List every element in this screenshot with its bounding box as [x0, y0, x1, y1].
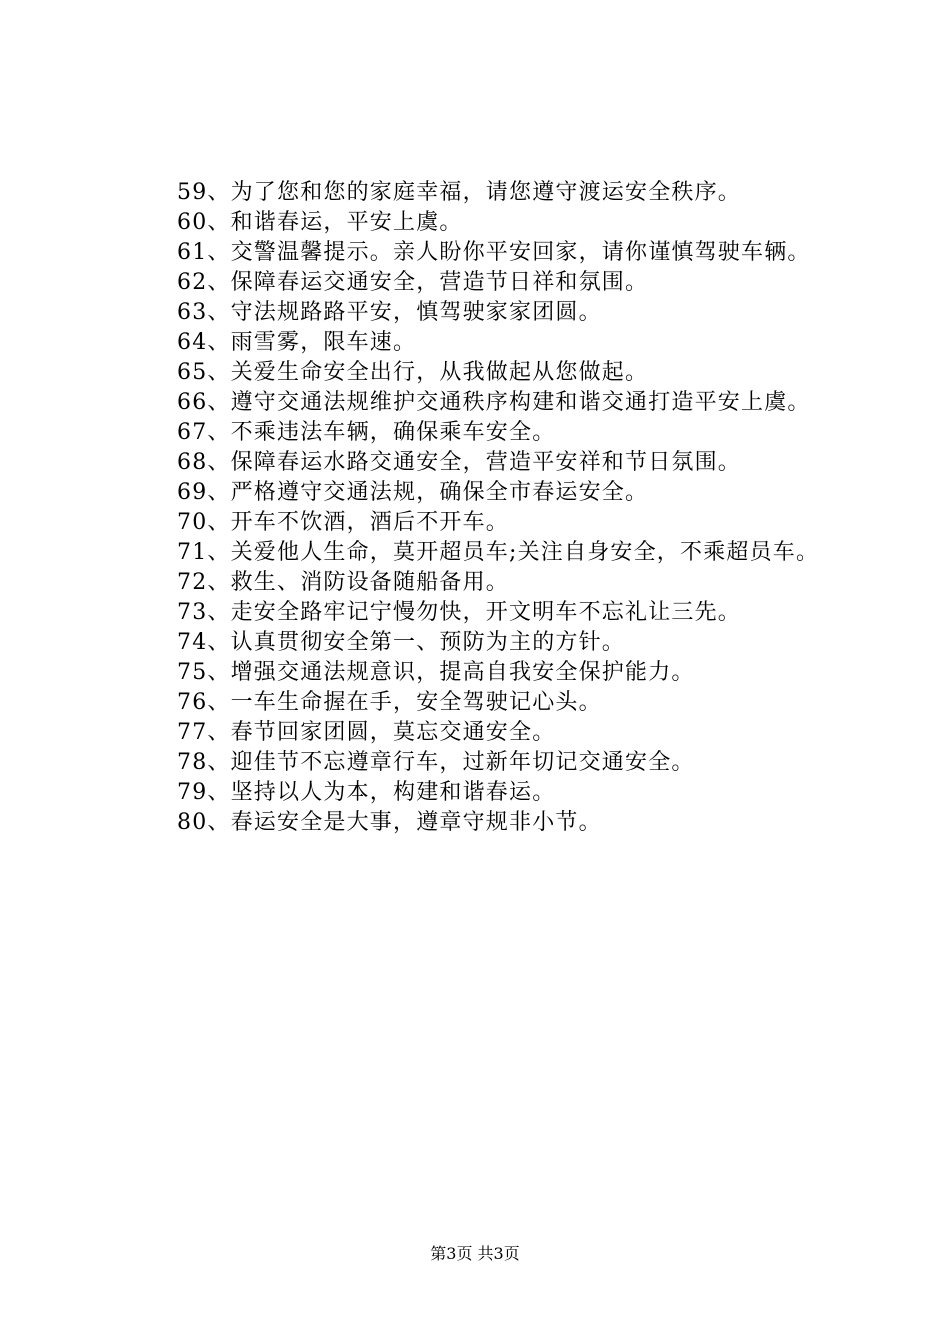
page-footer: 第3页 共3页: [430, 1244, 520, 1263]
list-item: 61、交警温馨提示。亲人盼你平安回家，请你谨慎驾驶车辆。: [177, 240, 811, 265]
list-item: 66、遵守交通法规维护交通秩序构建和谐交通打造平安上虞。: [177, 390, 811, 415]
list-item: 76、一车生命握在手，安全驾驶记心头。: [177, 690, 602, 715]
list-item: 65、关爱生命安全出行，从我做起从您做起。: [177, 360, 649, 385]
list-item: 63、守法规路路平安，慎驾驶家家团圆。: [177, 300, 602, 325]
list-item: 70、开车不饮酒，酒后不开车。: [177, 510, 509, 535]
list-item: 74、认真贯彻安全第一、预防为主的方针。: [177, 630, 625, 655]
list-item: 68、保障春运水路交通安全，营造平安祥和节日氛围。: [177, 450, 741, 475]
list-item: 80、春运安全是大事，遵章守规非小节。: [177, 810, 602, 835]
list-item: 62、保障春运交通安全，营造节日祥和氛围。: [177, 270, 649, 295]
list-item: 60、和谐春运，平安上虞。: [177, 210, 463, 235]
list-item: 73、走安全路牢记宁慢勿快，开文明车不忘礼让三先。: [177, 600, 741, 625]
list-item: 79、坚持以人为本，构建和谐春运。: [177, 780, 556, 805]
list-item: 71、关爱他人生命，莫开超员车;关注自身安全，不乘超员车。: [177, 540, 820, 565]
list-item: 78、迎佳节不忘遵章行车，过新年切记交通安全。: [177, 750, 695, 775]
list-item: 59、为了您和您的家庭幸福，请您遵守渡运安全秩序。: [177, 180, 741, 205]
list-item: 72、救生、消防设备随船备用。: [177, 570, 509, 595]
slogan-list: [123, 178, 835, 838]
list-item: 75、增强交通法规意识，提高自我安全保护能力。: [177, 660, 695, 685]
list-item: 69、严格遵守交通法规，确保全市春运安全。: [177, 480, 649, 505]
list-item: 67、不乘违法车辆，确保乘车安全。: [177, 420, 556, 445]
list-item: 64、雨雪雾，限车速。: [177, 330, 417, 355]
list-item: 77、春节回家团圆，莫忘交通安全。: [177, 720, 556, 745]
